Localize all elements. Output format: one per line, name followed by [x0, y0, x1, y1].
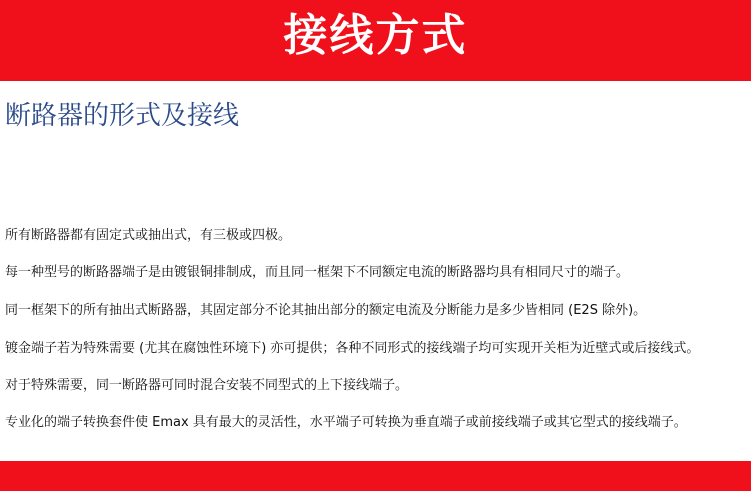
- section-title: 断路器的形式及接线: [5, 101, 240, 131]
- paragraph-2: 每一种型号的断路器端子是由镀银铜排制成，而且同一框架下不同额定电流的断路器均具有相同尺寸的端子。: [5, 265, 630, 280]
- paragraph-4: 镀金端子若为特殊需要 (尤其在腐蚀性环境下) 亦可提供；各种不同形式的接线端子均可实现开关柜为近壁式或后接线式。: [5, 341, 700, 356]
- bottom-banner: [0, 461, 751, 491]
- paragraph-1: 所有断路器都有固定式或抽出式，有三极或四极。: [5, 228, 292, 243]
- paragraph-3: 同一框架下的所有抽出式断路器，其固定部分不论其抽出部分的额定电流及分断能力是多少皆相同 (E2S 除外)。: [5, 303, 647, 318]
- paragraph-6: 专业化的端子转换套件使 Emax 具有最大的灵活性，水平端子可转换为垂直端子或前接线端子或其它型式的接线端子。: [5, 415, 687, 430]
- page-title: 接线方式: [283, 10, 468, 61]
- top-banner: [0, 0, 751, 81]
- paragraph-5: 对于特殊需要，同一断路器可同时混合安装不同型式的上下接线端子。: [5, 378, 409, 393]
